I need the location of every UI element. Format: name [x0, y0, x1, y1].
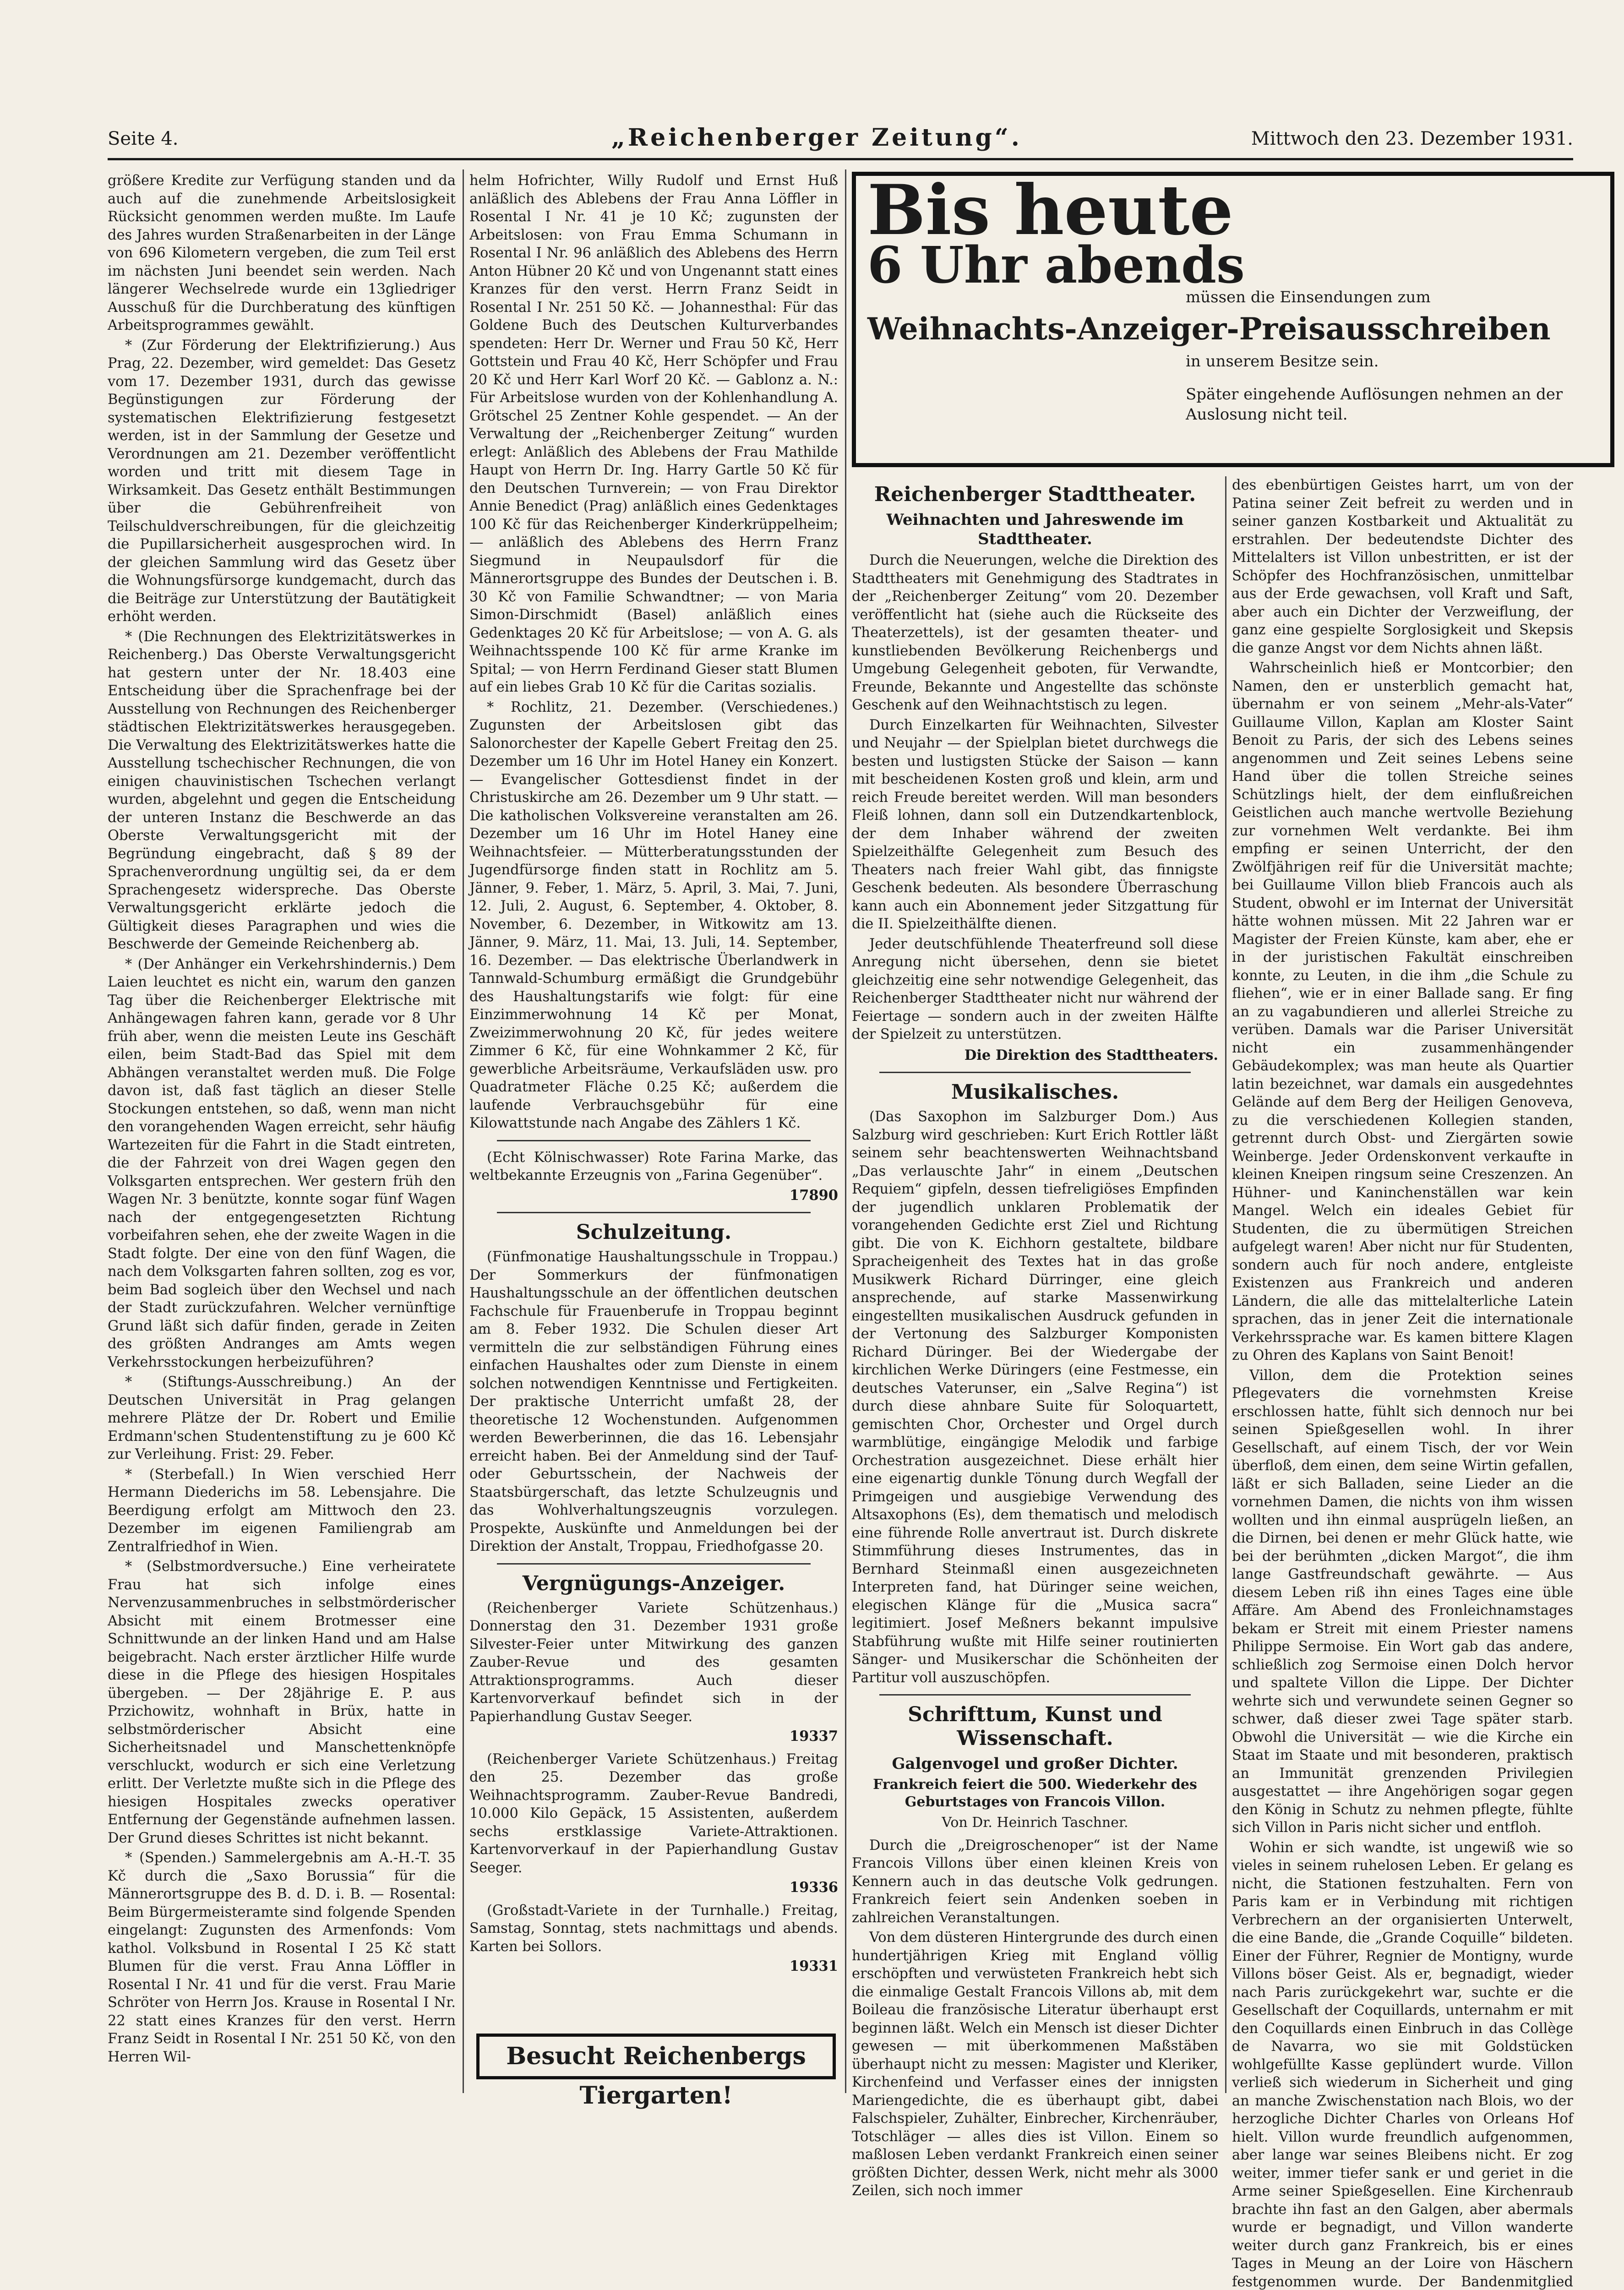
article-paragraph: helm Hofrichter, Willy Rudolf und Ernst Huß anläßlich des Ablebens der Frau Anna Löffler in Rosental I Nr. 41 je 10 Kč; zugunsten der Arbeitslosen: von Frau Emma Schumann in Rosental I Nr. 96 anläßlich des Ablebens des Herrn Anton Hübner 20 Kč und von Ungenannt statt eines Kranzes für den verst. Herrn Franz Seidt in Rosental I Nr. 251 50 Kč. — Johannesthal: Für das Goldene Buch des Deutschen Kulturverbandes spendeten: Herr Dr. Werner und Frau 50 Kč, Herr Gottstein und Frau 40 Kč, Herr Schöpfer und Frau 20 Kč und Herr Karl Worf 20 Kč. — Gablonz a. N.: Für Arbeitslose wurden von der Kohlenhandlung A. Grötschel 25 Zentner Kohle gespendet. — An der Verwaltung der „Reichenberger Zeitung“ wurden erlegt: Anläßlich des Ablebens der Frau Mathilde Haupt von Herrn Dr. Ing. Harry Gartle 50 Kč für den Deutschen Turnverein; — von Frau Direktor Annie Benedict (Prag) anläßlich eines Gedenktages 100 Kč für das Reichenberger Kinderkrüppelheim; — anläßlich des Ablebens des Herrn Franz Siegmund in Neupaulsdorf für die Männerortsgruppe des Bundes der Deutschen i. B. 30 Kč von Familie Schwandtner; — von Maria Simon-Dirschmidt (Basel) anläßlich eines Gedenktages 20 Kč für Arbeitslose; — von A. G. als Weihnachtsspende 100 Kč für arme Kranke im Spital; — von Herrn Ferdinand Gieser statt Blumen auf ein liebes Grab 10 Kč für die Caritas sozialis. [469, 172, 838, 697]
divider [879, 1072, 1191, 1073]
column-divider [463, 169, 464, 2093]
column-divider [1225, 476, 1226, 2093]
ad-subheadline: 6 Uhr abends [867, 235, 1245, 295]
article-paragraph: Wahrscheinlich hieß er Montcorbier; den Namen, den er unsterblich gemacht hat, übernahm er von seinem „Mehr-als-Vater“ Guillaume Villon, Kaplan am Kloster Saint Benoit zu Paris, der sich des Lebens seines angenommen und Zeit seines Lebens seine Hand über die tollen Streiche seines Schützlings hielt, der dem einflußreichen Geistlichen auch manche wertvolle Beziehung zur vornehmen Welt verdankte. Bei ihm empfing er seinen Unterricht, der den Zwölfjährigen reif für die Universität machte; bei Guillaume Villon blieb Francois auch als Student, obwohl er im Internat der Universität hätte wohnen müssen. Mit 22 Jahren war er Magister der Freien Künste, kam aber, ehe er in der juristischen Fakultät einschreiben konnte, zu Leuten, in die ihm „die Schule zu fliehen“, wie er in einer Ballade sang. Er fing an zu vagabundieren und allerlei Streiche zu verüben. Damals war die Pariser Universität nicht ein zusammenhängender Gebäudekomplex; was man heute als Quartier latin bezeichnet, war damals ein ausgedehntes Gelände auf dem Berg der Heiligen Genoveva, zu die verschiedenen Kollegien standen, getrennt durch Obst- und Ziergärten sowie Weinberge. Jeder Ordenskonvent verkaufte in kleinen Kneipen ringsum seine Creszenzen. An Hühner- und Kaninchenställen war kein Mangel. Welch ein ideales Gebiet für Studenten, die zu übermütigen Streichen aufgelegt waren! Aber nicht nur für Studenten, sondern auch für noch andere, entgleiste Existenzen aus Frankreich und anderen Ländern, die alle das mittelalterliche Latein sprachen, das in jener Zeit die internationale Verkehrssprache war. Es kamen bittere Klagen zu Ohren des Kaplans von Saint Benoit! [1232, 659, 1573, 1365]
advertisement-text: (Reichenberger Variete Schützenhaus.) Freitag den 25. Dezember das große Weihnachtsprogramm. Zauber-Revue Bandredi, 10.000 Kilo Gepäck, 15 Assistenten, außerdem sechs erstklassige Variete-Attraktionen. Kartenvorverkauf in der Papierhandlung Gustav Seeger. [469, 1750, 838, 1877]
page-number: Seite 4. [108, 128, 179, 149]
article-paragraph: * (Stiftungs-Ausschreibung.) An der Deutschen Universität in Prag gelangen mehrere Plätze der Dr. Robert und Emilie Erdmann'schen Studentenstiftung zu je 600 Kč zur Verleihung. Frist: 29. Feber. [108, 1373, 456, 1464]
article-paragraph: * (Der Anhänger ein Verkehrshindernis.) Dem Laien leuchtet es nicht ein, warum den ganzen Tag über die Reichenberger Elektrische mit Anhängewagen fahren kann, gerade vor 8 Uhr früh aber, wenn die meisten Leute ins Geschäft eilen, beim Stadt-Bad das Spiel mit dem Abhängen veranstaltet werden muß. Die Folge davon ist, daß fast täglich an dieser Stelle Stockungen entstehen, so daß, wenn man nicht den vorangehenden Wagen erreicht, sehr häufig Wartezeiten für die Fahrt in die Stadt eintreten, die der Fahrzeit von drei Wagen gegen den Volksgarten entsprechen. Wer gestern früh den Wagen Nr. 3 benützte, konnte sogar fünf Wagen nach der entgegengesetzten Richtung vorbeifahren sehen, ehe der zweite Wagen in die Stadt folgte. Der eine von den fünf Wagen, die nach dem Volksgarten fahren sollten, zog es vor, beim Bad sogleich über den Wechsel und nach der Stadt zurückzufahren. Welcher vernünftige Grund läßt sich dafür finden, gerade in Zeiten des größten Andranges am Amts wegen Verkehrsstockungen herbeizuführen? [108, 955, 456, 1372]
column-4 [1232, 476, 1573, 2093]
article-paragraph: Villon, dem die Protektion seines Pflegevaters die vornehmsten Kreise erschlossen hatte, fühlt sich dennoch nur bei seinen Spießgesellen wohl. In ihrer Gesellschaft, auf einem Tisch, der vor Wein überfloß, dem einen, dem seine Wirtin gefallen, läßt er sich Balladen, seine Lieder an die vornehmen Damen, die nichts von ihm wissen wollten und ihn einmal ausprügeln ließen, an die Dirnen, bei denen er mehr Glück hatte, wie bei der berühmten „dicken Margot“, die ihm lange Gastfreundschaft gewährte. — Aus diesem Leben riß ihn eines Tages eine üble Affäre. Am Abend des Fronleichnamstages bekam er Streit mit einem Priester namens Philippe Sermoise. Ein Wort gab das andere, schließlich zog Sermoise einen Dolch hervor und spaltete Villon die Lippe. Der Dichter wehrte sich und verwundete seinen Gegner so schwer, daß dieser zwei Tage später starb. Obwohl die Universität — wie die Kirche ein Staat im Staate und mit besonderen, praktisch an Immunität grenzenden Privilegien ausgestattet — ihre Angehörigen sogar gegen den König in Schutz zu nehmen pflegte, fühlte sich Villon in Paris nicht sicher und entfloh. [1232, 1367, 1573, 1837]
ad-text: müssen die Einsendungen zum [1186, 288, 1431, 306]
advertisement-text: (Echt Kölnischwasser) Rote Farina Marke, das weltbekannte Erzeugnis von „Farina Gegenüber“. [469, 1149, 838, 1185]
ad-headline: Bis heute [867, 171, 1233, 249]
column-2 [469, 172, 838, 2022]
ad-number: 17890 [469, 1187, 838, 1205]
divider [497, 1212, 811, 1213]
article-paragraph: des ebenbürtigen Geistes harrt, um von der Patina seiner Zeit befreit zu werden und in seiner ganzen Kostbarkeit und Aktualität zu erstrahlen. Der bedeutendste Dichter des Mittelalters ist Villon unbestritten, er ist der Schöpfer des Hochfranzösischen, unmittelbar aus der Erde gewachsen, voll Kraft und Saft, aber auch ein Dichter der Verzweiflung, der ganz eine gespielte Sorglosigkeit und Skepsis die ganze Angst vor dem Nichts ahnen läßt. [1232, 476, 1573, 657]
section-heading-vergnuegungs-anzeiger: Vergnügungs-Anzeiger. [469, 1572, 838, 1596]
article-paragraph: * (Selbstmordversuche.) Eine verheiratete Frau hat sich infolge eines Nervenzusammenbruches in selbstmörderischer Absicht mit einem Brotmesser eine Schnittwunde an der linken Hand und am Halse beigebracht. Nach erster ärztlicher Hilfe wurde diese in die Pflege des hiesigen Hospitales übergeben. — Der 28jährige E. P. aus Przichowitz, wohnhaft in Brüx, hatte in selbstmörderischer Absicht eine Sicherheitsnadel und Manschettenknöpfe verschluckt, wodurch er sich eine Verletzung erlitt. Der Verletzte mußte sich in die Pflege des hiesigen Hospitales zwecks operativer Entfernung der Gegenstände aufnehmen lassen. Der Grund dieses Schrittes ist nicht bekannt. [108, 1558, 456, 1847]
ad-number: 19337 [469, 1728, 838, 1746]
ad-number: 19331 [469, 1957, 838, 1976]
section-heading-musikalisches: Musikalisches. [852, 1080, 1218, 1104]
article-paragraph: * Rochlitz, 21. Dezember. (Verschiedenes.) Zugunsten der Arbeitslosen gibt das Salonorchester der Kapelle Gebert Freitag den 25. Dezember um 16 Uhr im Hotel Haney ein Konzert. — Evangelischer Gottesdienst findet in der Christuskirche am 26. Dezember um 9 Uhr statt. — Die katholischen Volksvereine veranstalten am 26. Dezember um 16 Uhr im Hotel Haney eine Weihnachtsfeier. — Mütterberatungsstunden der Jugendfürsorge finden statt in Rochlitz am 5. Jänner, 9. Feber, 1. März, 5. April, 3. Mai, 7. Juni, 12. Juli, 2. August, 6. September, 4. Oktober, 8. November, 6. Dezember, in Witkowitz am 13. Jänner, 9. März, 11. Mai, 13. Juli, 14. September, 16. Dezember. — Das elektrische Überlandwerk in Tannwald-Schumburg ermäßigt die Grundgebühr des Haushaltungstarifs wie folgt: für eine Einzimmerwohnung 14 Kč per Monat, Zweizimmerwohnung 20 Kč, für jedes weitere Zimmer 6 Kč, für eine Wohnkammer 2 Kč, für gewerbliche Arbeitsräume, Verkaufsläden usw. pro Quadratmeter Fläche 0.25 Kč; außerdem die laufende Verbrauchsgebühr für eine Kilowattstunde nach Angabe des Zählers 1 Kč. [469, 698, 838, 1133]
ad-title: Weihnachts-Anzeiger-Preisausschreiben [867, 311, 1551, 347]
section-heading-stadttheater: Reichenberger Stadttheater. [852, 483, 1218, 507]
column-divider [845, 169, 846, 2093]
article-paragraph: * (Zur Förderung der Elektrifizierung.) Aus Prag, 22. Dezember, wird gemeldet: Das Gesetz vom 17. Dezember 1931, durch das gewisse Begünstigungen zur Förderung der systematischen Elektrifizierung festgesetzt werden, ist in der Sammlung der Gesetze und Verordnungen am 21. Dezember veröffentlicht worden und tritt mit diesem Tage in Wirksamkeit. Das Gesetz enthält Bestimmungen über die Gebührenfreiheit von Teilschuldverschreibungen, für die gleichzeitig die Pupillarsicherheit ausgesprochen wird. In der gleichen Sammlung wird das Gesetz über die Wohnungsfürsorge kundgemacht, durch das die Beiträge zur Unterstützung der Bautätigkeit erhöht werden. [108, 337, 456, 626]
article-paragraph: Jeder deutschfühlende Theaterfreund soll diese Anregung nicht übersehen, denn sie bietet gleichzeitig eine sehr notwendige Gelegenheit, das Reichenberger Stadttheater nicht nur während der Feiertage — sondern auch in der zweiten Hälfte der Spielzeit zu unterstützen. [852, 935, 1218, 1044]
masthead-title: „Reichenberger Zeitung“. [611, 124, 1022, 152]
divider [497, 1563, 811, 1565]
article-paragraph: Durch Einzelkarten für Weihnachten, Silvester und Neujahr — der Spielplan bietet durchwegs die besten und lustigsten Stücke der Saison — kann mit bescheidenen Kosten groß und klein, arm und reich Freude bereitet werden. Will man besonders Fleiß lohnen, dann soll ein Dutzendkartenblock, der dem Inhaber während der zweiten Spielzeithälfte Gelegenheit zum Besuch des Theaters nach freier Wahl gibt, das finnigste Geschenk bedeuten. Als besondere Überraschung kann auch ein Abonnement jeder Sitzgattung für die II. Spielzeithälfte dienen. [852, 716, 1218, 933]
ad-note: Später eingehende Auflösungen nehmen an der Auslosung nicht teil. [1186, 384, 1610, 425]
page-header [108, 124, 1573, 156]
article-paragraph: größere Kredite zur Verfügung standen und da auch auf die zunehmende Arbeitslosigkeit Rücksicht genommen werden mußte. Im Laufe des Jahres wurden Straßenarbeiten in der Länge von 696 Kilometern vergeben, die zum Teil erst im nächsten Juni beendet sein werden. Nach längerer Wechselrede wurde ein 13gliedriger Ausschuß für die Durchberatung des künftigen Arbeitsprogrammes gewählt. [108, 172, 456, 335]
advertisement-text: (Reichenberger Variete Schützenhaus.) Donnerstag den 31. Dezember 1931 große Silvester-Feier unter Mitwirkung des ganzen Zauber-Revue und des gesamten Attraktionsprogramms. Auch dieser Kartenvorverkauf befindet sich in der Papierhandlung Gustav Seeger. [469, 1599, 838, 1726]
article-signature: Die Direktion des Stadttheaters. [852, 1047, 1218, 1065]
divider [879, 1694, 1191, 1696]
ad-number: 19336 [469, 1879, 838, 1897]
header-rule [108, 158, 1573, 160]
article-paragraph: Durch die Neuerungen, welche die Direktion des Stadttheaters mit Genehmigung des Stadtrates in der „Reichenberger Zeitung“ vom 20. Dezember veröffentlicht hat (siehe auch die Rückseite des Theaterzettels), ist der gesamten theater- und kunstliebenden Bevölkerung Reichenbergs und Umgebung Gelegenheit geboten, für Verwandte, Freunde, Bekannte und Angestellte das schönste Geschenk auf den Weihnachtstisch zu legen. [852, 551, 1218, 714]
column-1 [108, 172, 456, 2093]
article-byline: Von Dr. Heinrich Taschner. [852, 1814, 1218, 1832]
tiergarten-banner: Besucht Reichenbergs Tiergarten! [476, 2034, 836, 2079]
article-subheading: Frankreich feiert die 500. Wiederkehr des Geburtstages von Francois Villon. [852, 1776, 1218, 1811]
advertisement-text: (Großstadt-Variete in der Turnhalle.) Freitag, Samstag, Sonntag, stets nachmittags und abends. Karten bei Sollors. [469, 1902, 838, 1956]
article-paragraph: (Fünfmonatige Haushaltungsschule in Troppau.) Der Sommerkurs der fünfmonatigen Haushaltungsschule an der öffentlichen deutschen Fachschule für Frauenberufe in Troppau beginnt am 8. Feber 1932. Die Schulen dieser Art vermitteln die zur selbständigen Führung eines einfachen Haushaltes oder zum Dienste in einem solchen notwendigen Kenntnisse und Fertigkeiten. Der praktische Unterricht umfaßt 28, der theoretische 12 Wochenstunden. Aufgenommen werden Bewerberinnen, die das 16. Lebensjahr erreicht haben. Bei der Anmeldung sind der Tauf- oder Geburtsschein, der Nachweis der Staatsbürgerschaft, das letzte Schulzeugnis und das Wohlverhaltungszeugnis vorzulegen. Prospekte, Auskünfte und Anmeldungen bei der Direktion der Anstalt, Troppau, Friedhofgasse 20. [469, 1248, 838, 1556]
article-subheading: Galgenvogel und großer Dichter. [852, 1754, 1218, 1773]
section-heading-schrifttum: Schrifttum, Kunst und Wissenschaft. [852, 1703, 1218, 1750]
ad-text: in unserem Besitze sein. [1186, 352, 1379, 371]
article-subheading: Weihnachten und Jahreswende im Stadttheater. [852, 510, 1218, 549]
column-3 [852, 476, 1218, 2093]
article-paragraph: Von dem düsteren Hintergrunde des durch einen hundertjährigen Krieg mit England völlig erschöpften und verwüsteten Frankreich hebt sich die einmalige Gestalt Francois Villons ab, mit dem Boileau die französische Literatur überhaupt erst beginnen läßt. Welch ein Mensch ist dieser Dichter gewesen — mit überkommenen Maßstäben überhaupt nicht zu messen: Magister und Kleriker, Kirchenfeind und Verfasser eines der innigsten Mariengedichte, die es überhaupt gibt, dabei Falschspieler, Zuhälter, Einbrecher, Kirchenräuber, Totschläger — alles dies ist Villon. Einem so maßlosen Leben verdankt Frankreich einen seiner größten Dichter, dessen Werk, nicht mehr als 3000 Zeilen, sich noch immer [852, 1929, 1218, 2200]
preisausschreiben-box [852, 172, 1614, 467]
article-paragraph: (Das Saxophon im Salzburger Dom.) Aus Salzburg wird geschrieben: Kurt Erich Rottler läßt seinem sehr beachtenswerten Weihnachtsband „Das verlauschte Jahr“ in einem „Deutschen Requiem“ gipfeln, dessen tiefreligiöses Empfinden der jugendlich unklaren Problematik der vorangehenden Gedichte erst Ziel und Richtung gibt. Die von K. Eichhorn gestaltete, bildbare Spracheigenheit des Textes hat in das große Musikwerk Richard Dürringer, eine gleich ansprechende, auf starke Massenwirkung eingestellten musikalischen Ausdruck gefunden in der Vertonung des Salzburger Komponisten Richard Düringer. Bei der Wiedergabe der kirchlichen Werke Düringers (eine Festmesse, ein deutsches Vaterunser, ein „Salve Regina“) ist durch diese ahnbare Suite für Soloquartett, gemischten Chor, Orchester und Orgel durch warmblütige, eingängige Melodik und farbige Orchestration ausgezeichnet. Diese erhält hier eine eigenartig dunkle Tönung durch Wegfall der Primgeigen und ausgiebige Verwendung des Altsaxophons (Es), dem thematisch und melodisch eine führende Rolle anvertraut ist. Durch diskrete Stimmführung dieses Instrumentes, das in Bernhard Steinmaßl einen ausgezeichneten Interpreten fand, hat Düringer seine weichen, elegischen Klänge für die „Musica sacra“ legitimiert. Josef Meßners bekannt impulsive Stabführung wußte mit Hilfe seiner routinierten Sänger- und Musikerschar die Schönheiten der Partitur voll auszuschöpfen. [852, 1108, 1218, 1687]
article-paragraph: Durch die „Dreigroschenoper“ ist der Name Francois Villons über einen kleinen Kreis von Kennern auch in das deutsche Volk gedrungen. Frankreich feiert sein Andenken soeben in zahlreichen Veranstaltungen. [852, 1837, 1218, 1927]
article-paragraph: Wohin er sich wandte, ist ungewiß wie so vieles in seinem ruhelosen Leben. Er gelang es nicht, die Stationen festzuhalten. Fern von Paris kam er in Verbindung mit richtigen Verbrechern an der organisierten Unterwelt, die eine Bande, die „Grande Coquille“ bildeten. Einer der Führer, Regnier de Montigny, wurde Villons böser Geist. Als er, begnadigt, wieder nach Paris zurückgekehrt war, suchte er die Gesellschaft der Coquillards, unternahm er mit den Coquillards einen Einbruch in das Collège de Navarra, wo sie mit Goldstücken wohlgefüllte Kasse geplündert wurde. Villon verließ sich wiederum in Sicherheit und ging an manche Zwischenstation nach Blois, wo der herzogliche Dichter Charles von Orleans Hof hielt. Villon wurde freundlich aufgenommen, aber lange war seines Bleibens nicht. Er zog weiter, immer tiefer sank er und geriet in die Arme seiner Spießgesellen. Eine Kirchenraub brachte ihn fast an den Galgen, aber abermals wurde er begnadigt, und Villon wanderte weiter durch ganz Frankreich, bis er eines Tages in Meung an der Loire von Häschern festgenommen wurde. Der Bandenmitglied [1232, 1839, 1573, 2290]
section-heading-schulzeitung: Schulzeitung. [469, 1221, 838, 1244]
article-paragraph: * (Sterbefall.) In Wien verschied Herr Hermann Diederichs im 58. Lebensjahre. Die Beerdigung erfolgt am Mittwoch den 23. Dezember im eigenen Familiengrab am Zentralfriedhof in Wien. [108, 1466, 456, 1556]
issue-date: Mittwoch den 23. Dezember 1931. [1251, 128, 1573, 149]
article-paragraph: * (Die Rechnungen des Elektrizitätswerkes in Reichenberg.) Das Oberste Verwaltungsgericht hat gestern unter der Nr. 18.403 eine Entscheidung über die Sprachenfrage bei der Ausstellung von Rechnungen des Reichenberger städtischen Elektrizitätswerkes herausgegeben. Die Verwaltung des Elektrizitätswerkes hatte die Ausstellung tschechischer Rechnungen, die von einigen chauvinistischen Tschechen verlangt wurden, abgelehnt und gegen die Entscheidung der unteren Instanz die Beschwerde an das Oberste Verwaltungsgericht mit der Begründung eingebracht, daß § 89 der Sprachenverordnung ungültig sei, da er dem Sprachengesetz widerspreche. Das Oberste Verwaltungsgericht erklärte jedoch die Gültigkeit dieses Paragraphen und wies die Beschwerde der Gemeinde Reichenberg ab. [108, 628, 456, 954]
article-paragraph: * (Spenden.) Sammelergebnis am A.-H.-T. 35 Kč durch die „Saxo Borussia“ für die Männerortsgruppe des B. d. D. i. B. — Rosental: Beim Bürgermeisteramte sind folgende Spenden eingelangt: Zugunsten des Armenfonds: Vom kathol. Volksbund in Rosental I 25 Kč statt Blumen für die verst. Frau Anna Löffler in Rosental I Nr. 41 und für die verst. Frau Marie Schröter von Herrn Jos. Krause in Rosental I Nr. 22 statt eines Kranzes für den verst. Herrn Franz Seidt in Rosental I Nr. 251 50 Kč, von den Herren Wil- [108, 1849, 456, 2066]
divider [497, 1140, 811, 1141]
